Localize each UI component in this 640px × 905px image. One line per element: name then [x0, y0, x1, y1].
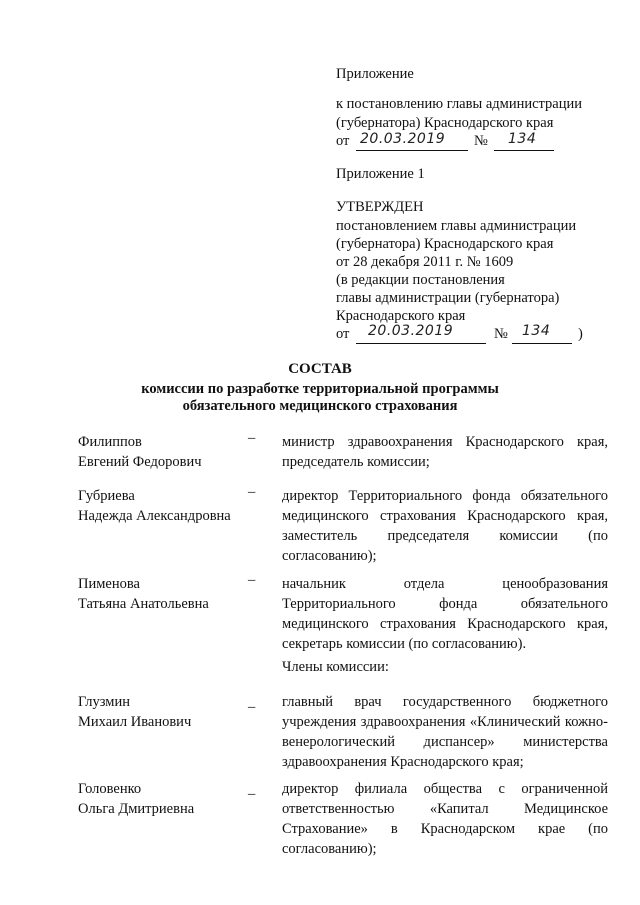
- approval-line: от 28 декабря 2011 г. № 1609: [336, 254, 514, 270]
- approval-line: Краснодарского края: [336, 308, 466, 324]
- governor-line: (губернатора) Краснодарского края: [336, 115, 554, 131]
- approval-number-label: №: [494, 326, 508, 342]
- approval-line: (губернатора) Краснодарского края: [336, 236, 554, 252]
- approval-date-prefix: от: [336, 326, 350, 342]
- date-prefix: от: [336, 133, 350, 149]
- number-label: №: [474, 133, 488, 149]
- separator-dash: –: [248, 572, 256, 588]
- separator-dash: –: [248, 430, 256, 446]
- document-subtitle-line1: комиссии по разработке территориальной программы: [141, 381, 499, 397]
- member-surname: Головенко: [78, 781, 142, 797]
- member-given-name: Надежда Александровна: [78, 508, 231, 524]
- separator-dash: –: [248, 484, 256, 500]
- member-role: главный врач государственного бюджетного учреждения здравоохранения «Клинический кожно-венерологический диспансер» министерства здравоохранения Краснодарского края;: [282, 694, 608, 770]
- resolution-reference: к постановлению главы администрации: [336, 96, 583, 112]
- member-surname: Филиппов: [78, 434, 142, 450]
- member-role: директор Территориального фонда обязательного медицинского страхования Краснодарского края, заместитель председателя комиссии (по согласованию);: [282, 488, 608, 564]
- member-role: министр здравоохранения Краснодарского края, председатель комиссии;: [282, 434, 608, 470]
- member-name: [78, 432, 202, 472]
- member-role: начальник отдела ценообразования Территориального фонда обязательного медицинского страхования Краснодарского края, секретарь комиссии (по согласованию).: [282, 576, 608, 652]
- number-underline: [494, 150, 554, 151]
- closing-parenthesis: ): [578, 326, 583, 342]
- member-surname: Губриева: [78, 488, 135, 504]
- member-given-name: Татьяна Анатольевна: [78, 596, 209, 612]
- handwritten-number: 134: [508, 131, 537, 147]
- members-heading: Члены комиссии:: [282, 659, 389, 675]
- member-role: директор филиала общества с ограниченной ответственностью «Капитал Медицинское Страхование» в Краснодарском крае (по согласованию);: [282, 781, 608, 857]
- document-heading: СОСТАВ: [288, 361, 352, 377]
- approval-line: постановлением главы администрации: [336, 218, 577, 234]
- member-given-name: Михаил Иванович: [78, 714, 192, 730]
- approved-label: УТВЕРЖДЕН: [336, 199, 424, 215]
- approval-line: главы администрации (губернатора): [336, 290, 560, 306]
- member-name: [78, 574, 209, 614]
- handwritten-date: 20.03.2019: [360, 131, 446, 147]
- date-underline: [356, 150, 468, 151]
- separator-dash: _: [248, 694, 256, 710]
- handwritten-approval-date: 20.03.2019: [368, 323, 454, 339]
- member-name: [78, 692, 191, 732]
- approval-line: (в редакции постановления: [336, 272, 505, 288]
- member-surname: Пименова: [78, 576, 140, 592]
- member-given-name: Ольга Дмитриевна: [78, 801, 195, 817]
- member-given-name: Евгений Федорович: [78, 454, 202, 470]
- document-subtitle-line2: обязательного медицинского страхования: [182, 398, 458, 414]
- separator-dash: _: [248, 781, 256, 797]
- handwritten-approval-number: 134: [522, 323, 551, 339]
- approval-date-underline: [356, 343, 486, 344]
- member-name: [78, 779, 194, 819]
- appendix-one: Приложение 1: [336, 166, 425, 182]
- appendix-label: Приложение: [336, 66, 414, 82]
- member-surname: Глузмин: [78, 694, 130, 710]
- approval-number-underline: [512, 343, 572, 344]
- member-name: [78, 486, 231, 526]
